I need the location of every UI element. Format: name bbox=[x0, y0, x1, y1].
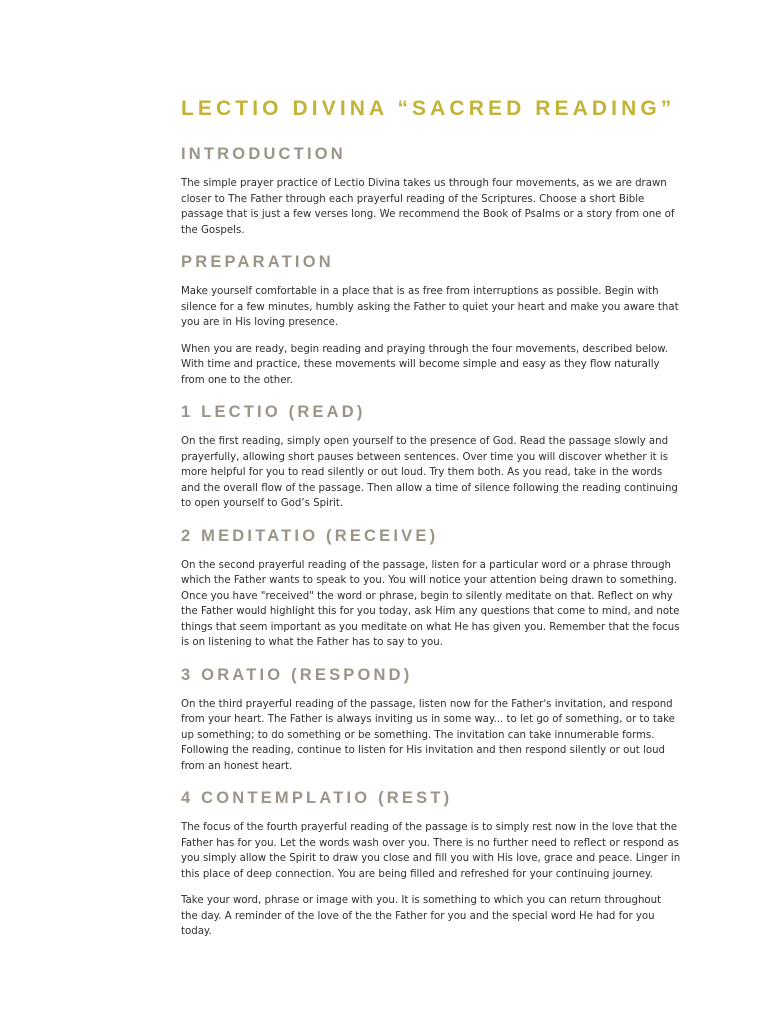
document-title: LECTIO DIVINA “SACRED READING” bbox=[181, 97, 676, 120]
section-heading: 2 MEDITATIO (RECEIVE) bbox=[181, 526, 439, 545]
section-paragraph: On the first reading, simply open yourself to the presence of God. Read the passage slowly and prayerfully, allowing short pauses between sentences. Over time you will discover whether it is more helpful for you to read silently or out loud. Try them both. As you read, take in the words and the overall flow of the passage. Then allow a time of silence following the reading continuing to open yourself to God’s Spirit. bbox=[181, 436, 678, 509]
section-heading: 4 CONTEMPLATIO (REST) bbox=[181, 789, 453, 807]
section-lectio bbox=[181, 400, 681, 512]
section-paragraph: The focus of the fourth prayerful reading of the passage is to simply rest now in the love that the Father has for you. Let the words wash over you. There is no further need to reflect or respond as you simply allow the Spirit to draw you close and fill you with His love, grace and peace. Linger in this place of deep connection. You are being filled and refreshed for your continuing journey. bbox=[181, 822, 681, 880]
section-paragraph: The simple prayer practice of Lectio Divina takes us through four movements, as we are drawn closer to The Father through each prayerful reading of the Scriptures. Choose a short Bible passage that is just a few verses long. We recommend the Book of Psalms or a story from one of the Gospels. bbox=[181, 178, 675, 236]
section-introduction bbox=[181, 142, 681, 238]
section-paragraph: Make yourself comfortable in a place that is as free from interruptions as possible. Begin with silence for a few minutes, humbly asking the Father to quiet your heart and make you aware that you are in His loving presence. bbox=[181, 286, 679, 328]
section-paragraph: Take your word, phrase or image with you. It is something to which you can return throughout the day. A reminder of the love of the the Father for you and the special word He had for you today. bbox=[181, 895, 662, 937]
section-paragraph: When you are ready, begin reading and praying through the four movements, described below. With time and practice, these movements will become simple and easy as they flow naturally from one to the other. bbox=[181, 343, 668, 386]
document-page bbox=[181, 94, 681, 940]
section-paragraph: On the third prayerful reading of the passage, listen now for the Father's invitation, and respond from your heart. The Father is always inviting us in some way... to let go of something, or to take up something; to do something or be something. The invitation can take innumerable forms. Following the reading, continue to listen for His invitation and then respond silently or out loud from an honest heart. bbox=[181, 698, 675, 772]
section-paragraph: On the second prayerful reading of the passage, listen for a particular word or a phrase through which the Father wants to speak to you. You will notice your attention being drawn to something. Once you have "received" the word or phrase, begin to silently meditate on that. Reflect on why the Father would highlight this for you today, ask Him any questions that come to mind, and note things that seem important as you meditate on what He has given you. Remember that the focus is on listening to what the Father has to say to you. bbox=[181, 559, 680, 648]
section-heading: 1 LECTIO (READ) bbox=[181, 403, 366, 421]
section-meditatio bbox=[181, 524, 681, 651]
section-contemplatio bbox=[181, 786, 681, 940]
section-heading: PREPARATION bbox=[181, 253, 334, 271]
section-preparation bbox=[181, 250, 681, 388]
section-heading: INTRODUCTION bbox=[181, 145, 346, 163]
section-oratio bbox=[181, 663, 681, 775]
section-heading: 3 ORATIO (RESPOND) bbox=[181, 665, 413, 684]
